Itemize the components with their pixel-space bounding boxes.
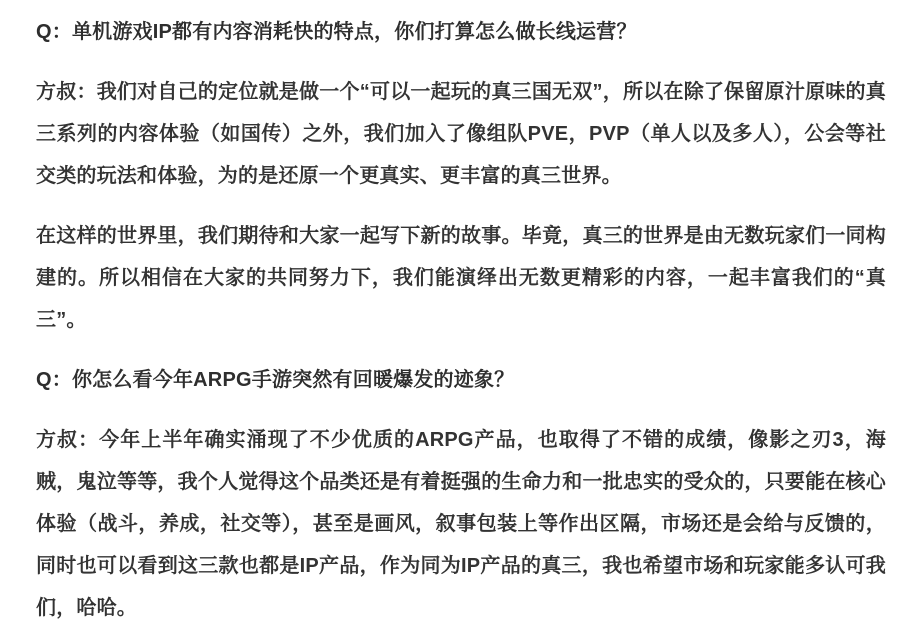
question-paragraph-2: Q：你怎么看今年ARPG手游突然有回暖爆发的迹象？ bbox=[36, 369, 515, 391]
answer-paragraph-3: 方叔：今年上半年确实涌现了不少优质的ARPG产品，也取得了不错的成绩，像影之刃3，海贼，鬼泣等等，我个人觉得这个品类还是有着挺强的生命力和一批忠实的受众的，只要能在核心体验（战斗，养成，社交等），甚至是画风，叙事包装上等作出区隔，市场还是会给与反馈的，同时也可以看到这三款也都是IP产品，作为同为IP产品的真三，我也希望市场和玩家能多认可我们，哈哈。 bbox=[36, 429, 886, 619]
question-paragraph-1: Q：单机游戏IP都有内容消耗快的特点，你们打算怎么做长线运营？ bbox=[36, 21, 637, 43]
answer-paragraph-1: 方叔：我们对自己的定位就是做一个“可以一起玩的真三国无双”，所以在除了保留原汁原味的真三系列的内容体验（如国传）之外，我们加入了像组队PVE，PVP（单人以及多人），公会等社交类的玩法和体验，为的是还原一个更真实、更丰富的真三世界。 bbox=[36, 81, 886, 187]
answer-paragraph-2: 在这样的世界里，我们期待和大家一起写下新的故事。毕竟，真三的世界是由无数玩家们一同构建的。所以相信在大家的共同努力下，我们能演绎出无数更精彩的内容，一起丰富我们的“真三”。 bbox=[36, 225, 886, 331]
